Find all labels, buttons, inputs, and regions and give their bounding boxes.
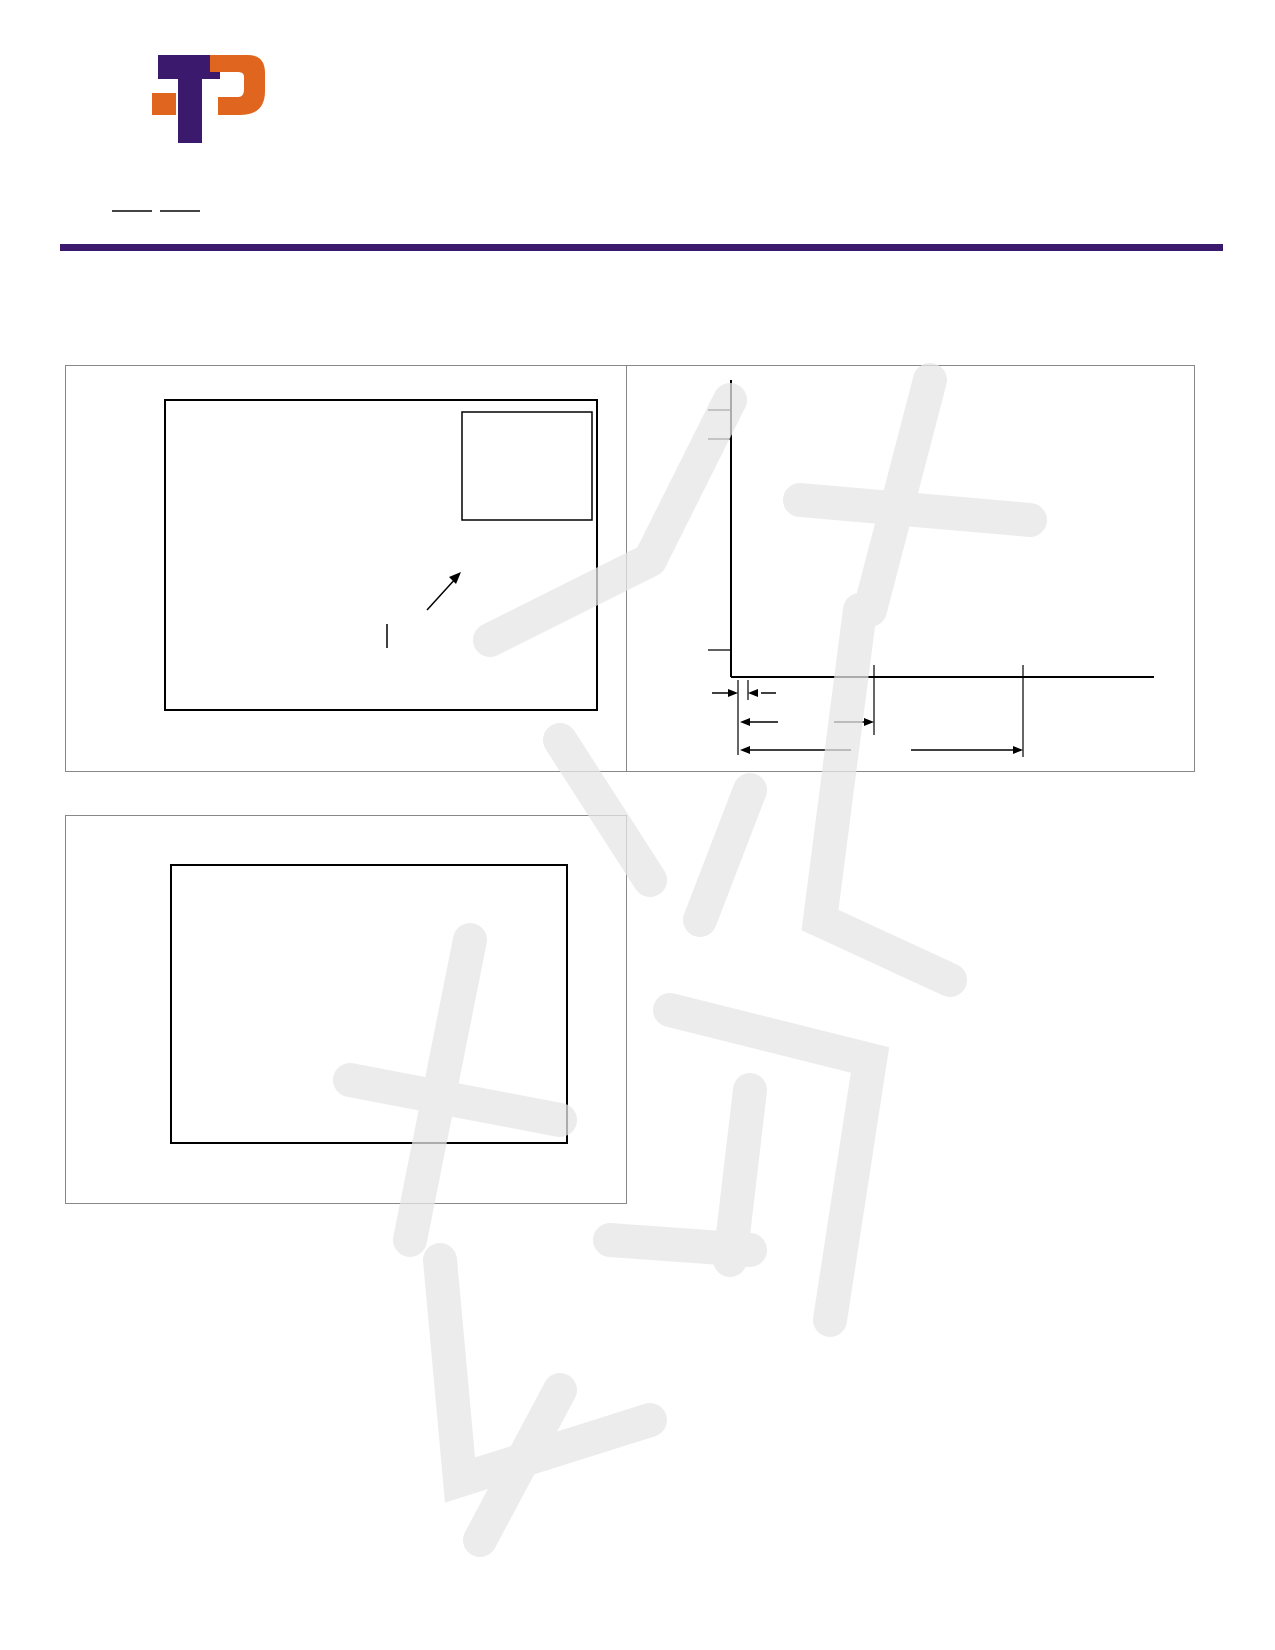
half-arrow-head xyxy=(449,572,461,584)
plot-frame xyxy=(171,865,567,1143)
header-divider xyxy=(60,244,1223,251)
fig2-esd-waveform-chart xyxy=(626,365,1193,770)
fig1-caption xyxy=(76,340,94,362)
tech-public-logo xyxy=(140,55,265,143)
fig3-derating-chart xyxy=(65,815,625,1202)
half-arrow xyxy=(427,577,457,610)
brand-chinese xyxy=(108,197,204,223)
fig1-pulse-waveform-chart xyxy=(65,365,625,770)
fig3-caption xyxy=(76,792,94,814)
test-params-box xyxy=(462,412,592,520)
